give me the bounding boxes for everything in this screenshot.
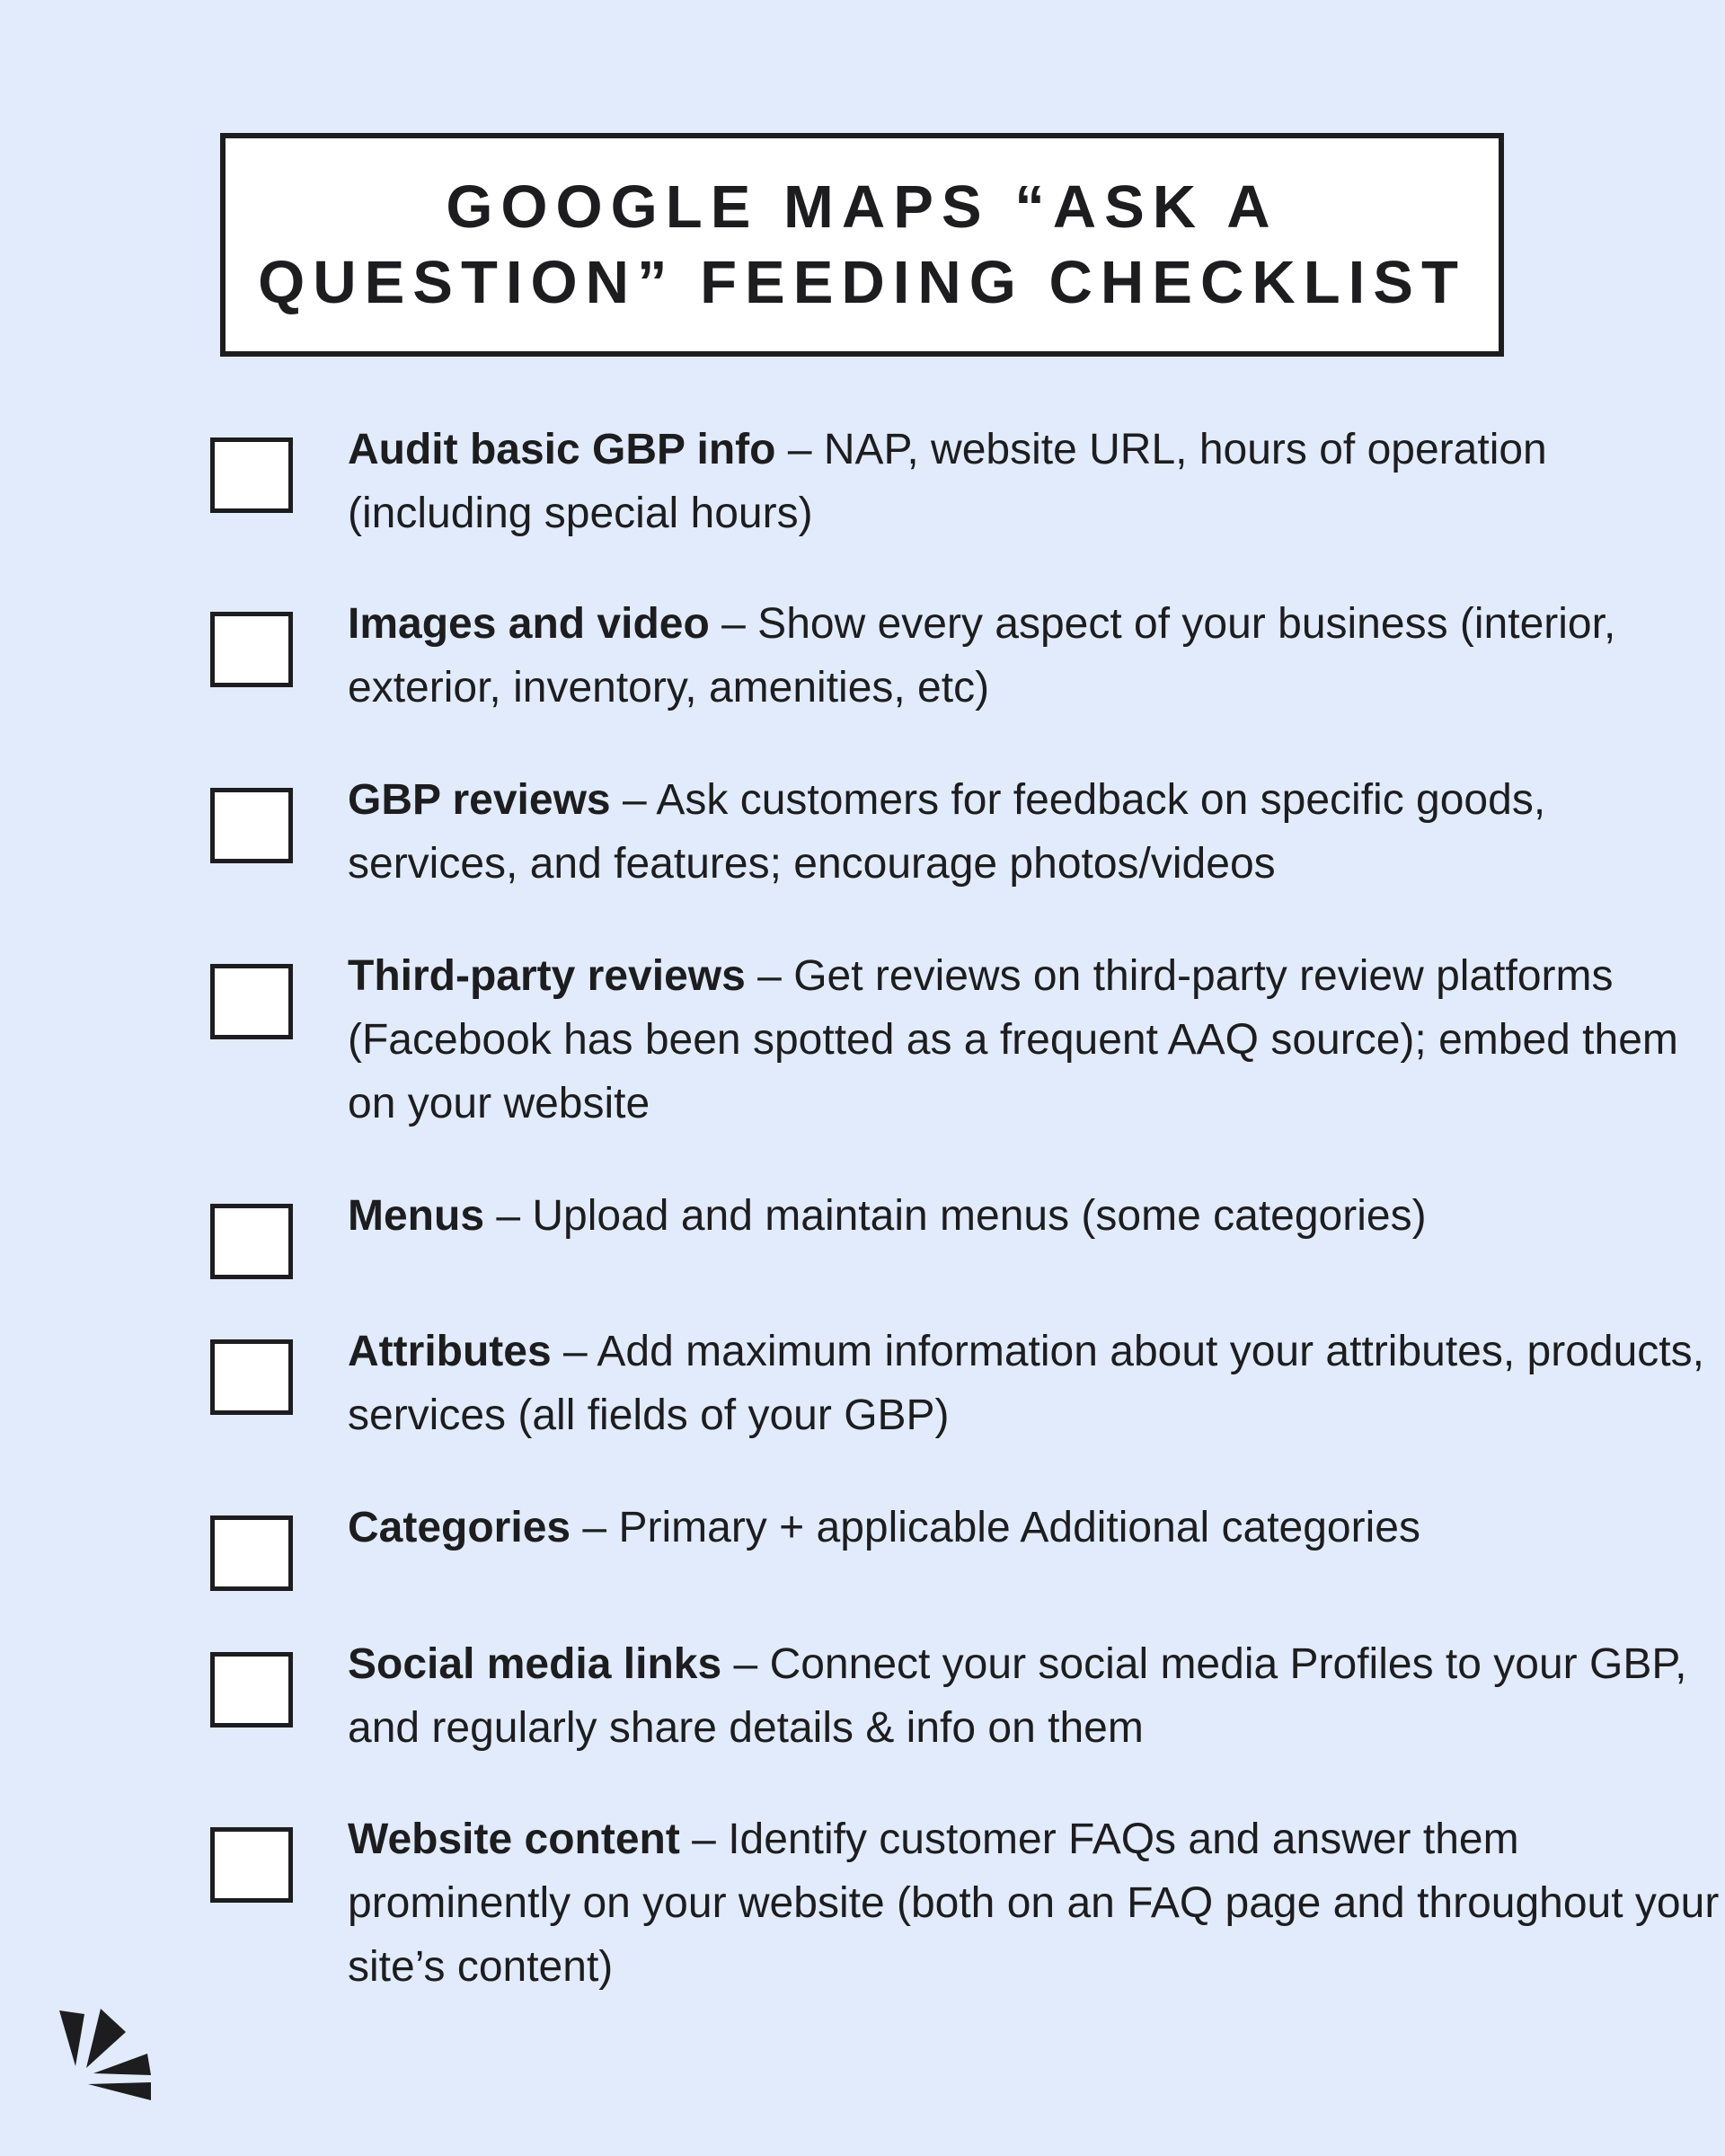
checklist-item-title: Categories [348, 1504, 571, 1551]
separator: – [484, 1192, 533, 1240]
page-title-line-2: QUESTION” FEEDING CHECKLIST [258, 248, 1466, 316]
checkbox[interactable] [210, 1515, 293, 1591]
checklist-item-text [348, 1807, 1722, 1999]
separator: – [610, 776, 657, 824]
checklist-item-description: NAP, website URL, hours of operation (including special hours) [348, 426, 1547, 537]
checklist-item-description: Get reviews on third-party review platforms (Facebook has been spotted as a frequent AAQ source); embed them on your website [348, 952, 1678, 1127]
separator: – [775, 426, 824, 473]
checklist-item-description: Show every aspect of your business (interior, exterior, inventory, amenities, etc) [348, 600, 1616, 711]
checklist-item-title: GBP reviews [348, 776, 611, 824]
separator: – [571, 1504, 619, 1551]
checklist-item-description: Add maximum information about your attributes, products, services (all fields of your GBP) [348, 1328, 1704, 1439]
checklist-item-text [348, 768, 1722, 896]
checklist-item-title: Attributes [348, 1328, 552, 1375]
checklist-item-text [348, 1184, 1722, 1248]
separator: – [679, 1816, 729, 1863]
checklist-item-title: Social media links [348, 1640, 722, 1688]
checkbox[interactable] [210, 1827, 293, 1903]
separator: – [745, 952, 794, 1000]
checklist-item-text [348, 944, 1722, 1135]
separator: – [721, 1640, 770, 1688]
checkbox[interactable] [210, 1339, 293, 1415]
checklist-item-title: Audit basic GBP info [348, 426, 776, 473]
separator: – [551, 1328, 597, 1375]
checklist-item-title: Website content [348, 1816, 680, 1863]
checklist-item-title: Third-party reviews [348, 952, 746, 1000]
checkbox[interactable] [210, 1652, 293, 1727]
checkbox[interactable] [210, 964, 293, 1039]
checklist-item-text [348, 592, 1722, 720]
checklist-item-text [348, 1496, 1722, 1560]
checklist-item-text [348, 1320, 1722, 1447]
brand-logo-icon [58, 2009, 155, 2100]
checklist-item-text [348, 1632, 1722, 1760]
checkbox[interactable] [210, 437, 293, 513]
checkbox[interactable] [210, 1204, 293, 1279]
checklist-item-description: Upload and maintain menus (some categories) [532, 1192, 1427, 1240]
checklist-item-description: Connect your social media Profiles to your GBP, and regularly share details & info on them [348, 1640, 1687, 1752]
checklist-item-description: Ask customers for feedback on specific goods, services, and features; encourage photos/videos [348, 776, 1546, 888]
checkbox[interactable] [210, 788, 293, 863]
checklist-item-description: Primary + applicable Additional categories [618, 1504, 1420, 1551]
separator: – [709, 600, 758, 648]
checklist-item-description: Identify customer FAQs and answer them prominently on your website (both on an FAQ page and throughout your site’s content) [348, 1816, 1720, 1991]
checkbox[interactable] [210, 612, 293, 687]
checklist-item-title: Images and video [348, 600, 710, 648]
page-title-line-1: GOOGLE MAPS “ASK A [446, 172, 1278, 241]
checklist-item-title: Menus [348, 1192, 485, 1240]
checklist-item-text [348, 418, 1722, 545]
